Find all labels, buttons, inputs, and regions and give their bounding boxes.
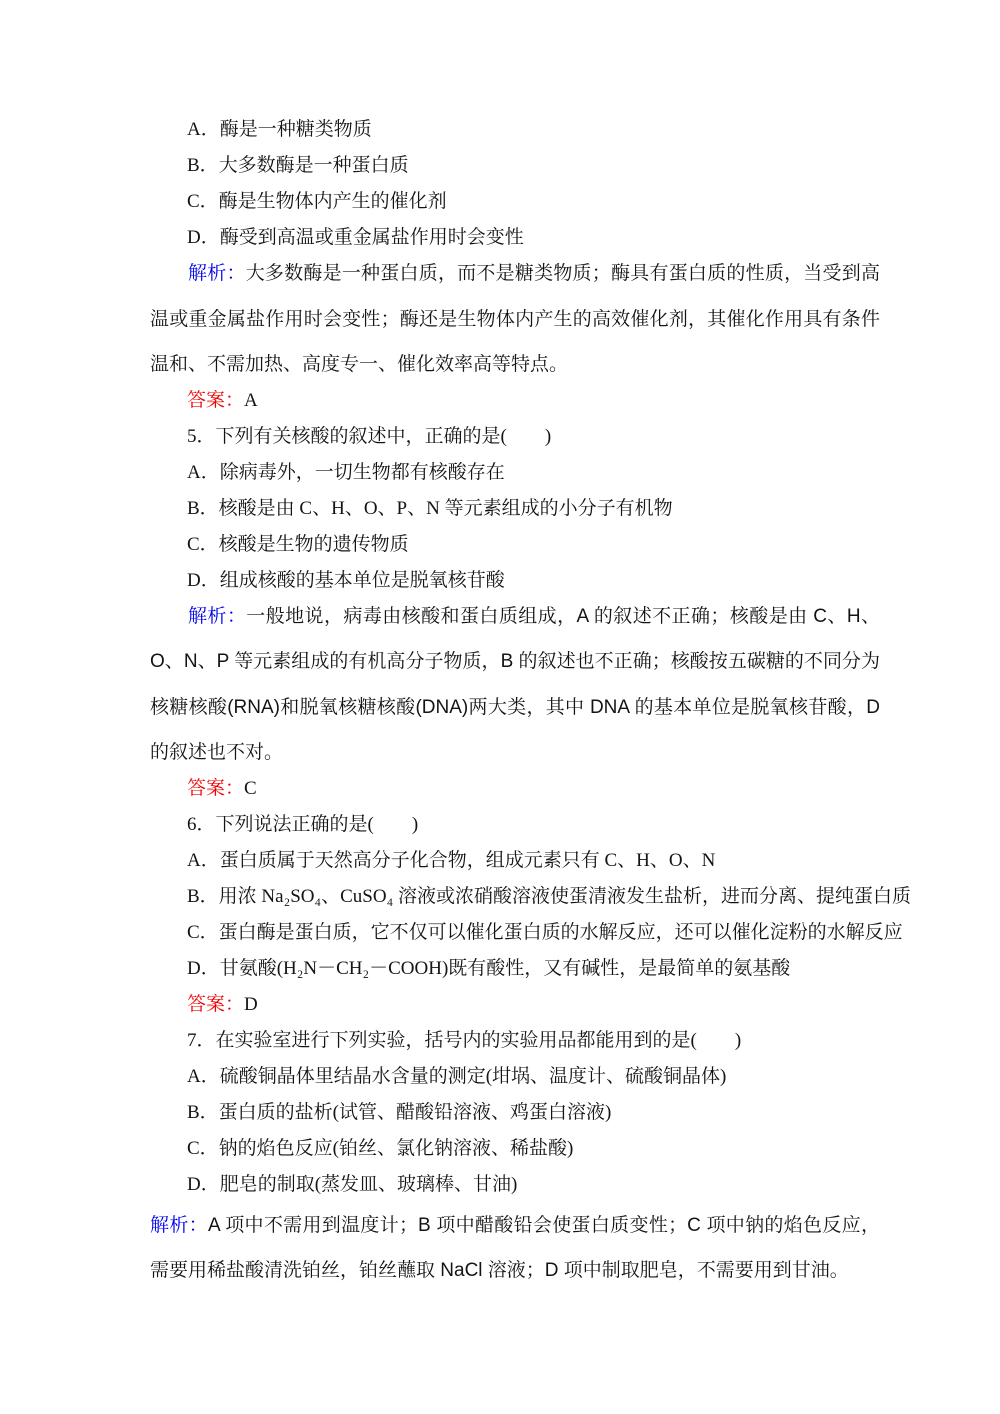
q6-option-d: D．甘氨酸(H₂N－CH₂－COOH)既有酸性，又有碱性，是最简单的氨基酸 bbox=[187, 957, 791, 979]
answer-label: 答案： bbox=[187, 777, 245, 799]
q6-option-b: B．用浓 Na₂SO₄、CuSO₄ 溶液或浓硝酸溶液使蛋清液发生盐析，进而分离、提纯蛋白质 bbox=[187, 885, 911, 907]
q7-option-a: A．硫酸铜晶体里结晶水含量的测定(坩埚、温度计、硫酸铜晶体) bbox=[187, 1065, 727, 1087]
q5-option-c: C．核酸是生物的遗传物质 bbox=[187, 533, 409, 555]
q6-option-a: A．蛋白质属于天然高分子化合物，组成元素只有 C、H、O、N bbox=[187, 849, 716, 871]
answer-label: 答案： bbox=[187, 993, 245, 1015]
analysis-label: 解析： bbox=[188, 263, 246, 284]
q5-option-b: B．核酸是由 C、H、O、P、N 等元素组成的小分子有机物 bbox=[187, 497, 673, 519]
q4-option-b: B．大多数酶是一种蛋白质 bbox=[187, 155, 409, 176]
q7-option-c: C．钠的焰色反应(铂丝、氯化钠溶液、稀盐酸) bbox=[187, 1137, 574, 1159]
analysis-text: 大多数酶是一种蛋白质，而不是糖类物质；酶具有蛋白质的性质，当受到高温或重金属盐作用时会变性；酶还是生物体内产生的高效催化剂，其催化作用具有条件温和、不需加热、高度专一、催化效率高等特点。 bbox=[150, 263, 880, 375]
q6-stem: 6．下列说法正确的是( ) bbox=[187, 813, 419, 835]
q7-analysis-paragraph bbox=[150, 1203, 880, 1294]
q6-option-c: C．蛋白酶是蛋白质，它不仅可以催化蛋白质的水解反应，还可以催化淀粉的水解反应 bbox=[187, 921, 903, 943]
answer-label: 答案： bbox=[187, 389, 245, 411]
q5-answer-line bbox=[150, 771, 880, 807]
q4-option-d: D．酶受到高温或重金属盐作用时会变性 bbox=[187, 227, 524, 248]
q6-answer-line bbox=[150, 987, 880, 1023]
q5-analysis-paragraph bbox=[150, 594, 880, 776]
q4-answer-line bbox=[150, 383, 880, 419]
analysis-label: 解析： bbox=[150, 1214, 208, 1236]
analysis-text: A 项中不需用到温度计；B 项中醋酸铅会使蛋白质变性；C 项中钠的焰色反应，需要用稀盐酸清洗铂丝，铂丝蘸取 NaCl 溶液；D 项中制取肥皂，不需要用到甘油。 bbox=[150, 1214, 880, 1281]
answer-value: D bbox=[244, 993, 258, 1015]
q7-stem: 7．在实验室进行下列实验，括号内的实验用品都能用到的是( ) bbox=[187, 1029, 742, 1051]
analysis-label: 解析： bbox=[188, 605, 247, 627]
q4-option-a: A．酶是一种糖类物质 bbox=[187, 119, 372, 140]
q5-option-d: D．组成核酸的基本单位是脱氧核苷酸 bbox=[187, 569, 505, 591]
q7-option-d: D．肥皂的制取(蒸发皿、玻璃棒、甘油) bbox=[187, 1173, 518, 1195]
q7-option-b: B．蛋白质的盐析(试管、醋酸铅溶液、鸡蛋白溶液) bbox=[187, 1101, 612, 1123]
q5-stem: 5．下列有关核酸的叙述中，正确的是( ) bbox=[187, 425, 552, 447]
analysis-text: 一般地说，病毒由核酸和蛋白质组成，A 的叙述不正确；核酸是由 C、H、O、N、P 等元素组成的有机高分子物质，B 的叙述也不正确；核酸按五碳糖的不同分为核糖核酸(RNA)和脱氧核糖核酸(DNA)两大类，其中 DNA 的基本单位是脱氧核苷酸，D 的叙述也不对。 bbox=[150, 605, 880, 763]
q5-option-a: A．除病毒外，一切生物都有核酸存在 bbox=[187, 461, 505, 483]
q4-analysis-paragraph bbox=[150, 251, 880, 388]
q4-option-c: C．酶是生物体内产生的催化剂 bbox=[187, 191, 447, 212]
answer-value: A bbox=[244, 389, 258, 411]
answer-value: C bbox=[244, 777, 257, 799]
